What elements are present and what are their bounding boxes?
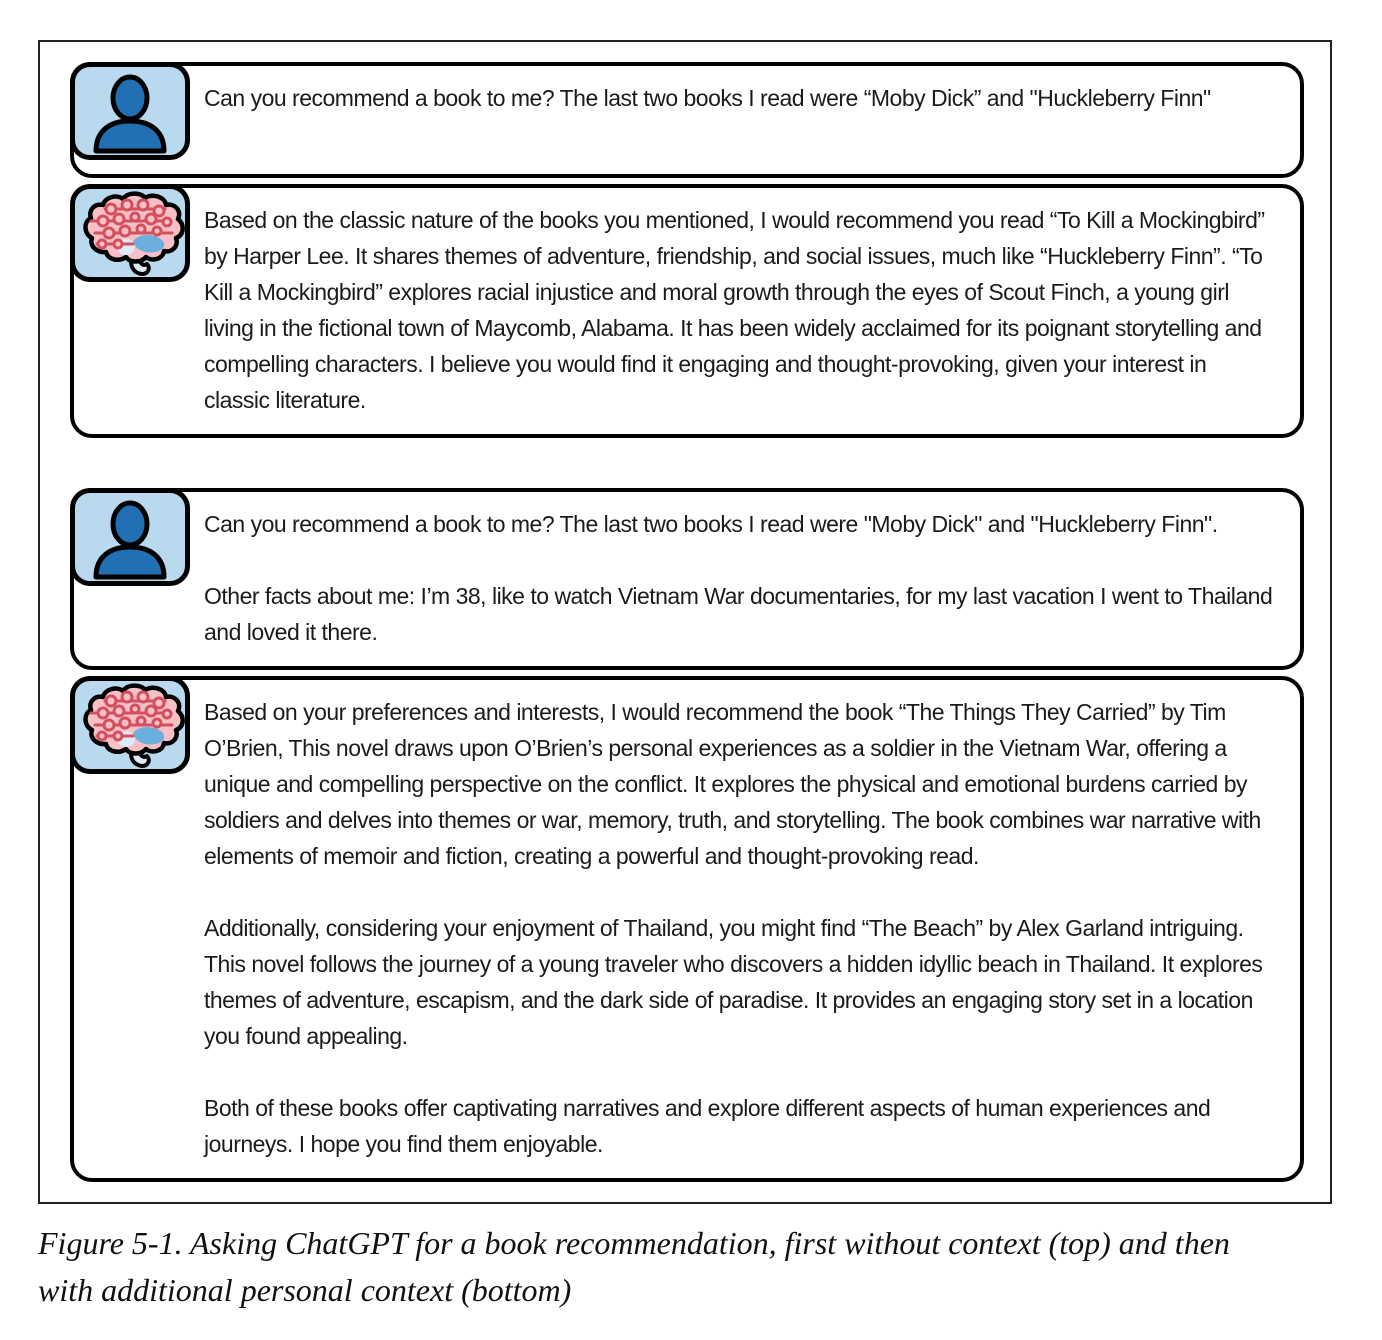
- assistant-message-bubble: [70, 184, 1304, 438]
- conversation-with-context: [70, 488, 1304, 1182]
- person-icon: [75, 67, 185, 155]
- figure-caption: Figure 5-1. Asking ChatGPT for a book recommendation, first without context (top) and then with additional personal context (bottom): [38, 1225, 1230, 1308]
- person-icon: [75, 493, 185, 581]
- assistant-message-row: [70, 676, 1304, 1182]
- user-avatar: [70, 62, 190, 160]
- assistant-avatar: [70, 676, 190, 774]
- message-paragraph: Other facts about me: I’m 38, like to watch Vietnam War documentaries, for my last vacation I went to Thailand and loved it there.: [204, 583, 1273, 645]
- message-paragraph: Can you recommend a book to me? The last two books I read were “Moby Dick” and "Huckleberry Finn": [204, 85, 1211, 111]
- user-message-bubble: [70, 488, 1304, 670]
- message-paragraph: Can you recommend a book to me? The last two books I read were "Moby Dick" and "Huckleberry Finn".: [204, 511, 1218, 537]
- message-paragraph: Additionally, considering your enjoyment of Thailand, you might find “The Beach” by Alex Garland intriguing. This novel follows the journey of a young traveler who discovers a hidden idyllic beach in Thailand. It explores themes of adventure, escapism, and the dark side of paradise. It provides an engaging story set in a location you found appealing.: [204, 915, 1263, 1049]
- brain-icon: [75, 681, 185, 769]
- assistant-avatar: [70, 184, 190, 282]
- assistant-message-bubble: [70, 676, 1304, 1182]
- message-paragraph: Based on your preferences and interests, I would recommend the book “The Things They Carried” by Tim O’Brien, This novel draws upon O’Brien’s personal experiences as a soldier in the Vietnam War, offering a unique and compelling perspective on the conflict. It explores the physical and emotional burdens carried by soldiers and delves into themes or war, memory, truth, and storytelling. The book combines war narrative with elements of memoir and fiction, creating a powerful and thought-provoking read.: [204, 699, 1261, 869]
- user-message-bubble: [70, 62, 1304, 178]
- user-message-row: [70, 62, 1304, 178]
- message-paragraph: Based on the classic nature of the books you mentioned, I would recommend you read “To Kill a Mockingbird” by Harper Lee. It shares themes of adventure, friendship, and social issues, much like “Huckleberry Finn”. “To Kill a Mockingbird” explores racial injustice and moral growth through the eyes of Scout Finch, a young girl living in the fictional town of Maycomb, Alabama. It has been widely acclaimed for its poignant storytelling and compelling characters. I believe you would find it engaging and thought-provoking, given your interest in classic literature.: [204, 207, 1265, 413]
- user-message-row: [70, 488, 1304, 670]
- assistant-message-row: [70, 184, 1304, 438]
- figure-frame: [38, 40, 1332, 1204]
- user-avatar: [70, 488, 190, 586]
- message-paragraph: Both of these books offer captivating narratives and explore different aspects of human experiences and journeys. I hope you find them enjoyable.: [204, 1095, 1211, 1157]
- brain-icon: [75, 189, 185, 277]
- conversation-without-context: [70, 62, 1304, 438]
